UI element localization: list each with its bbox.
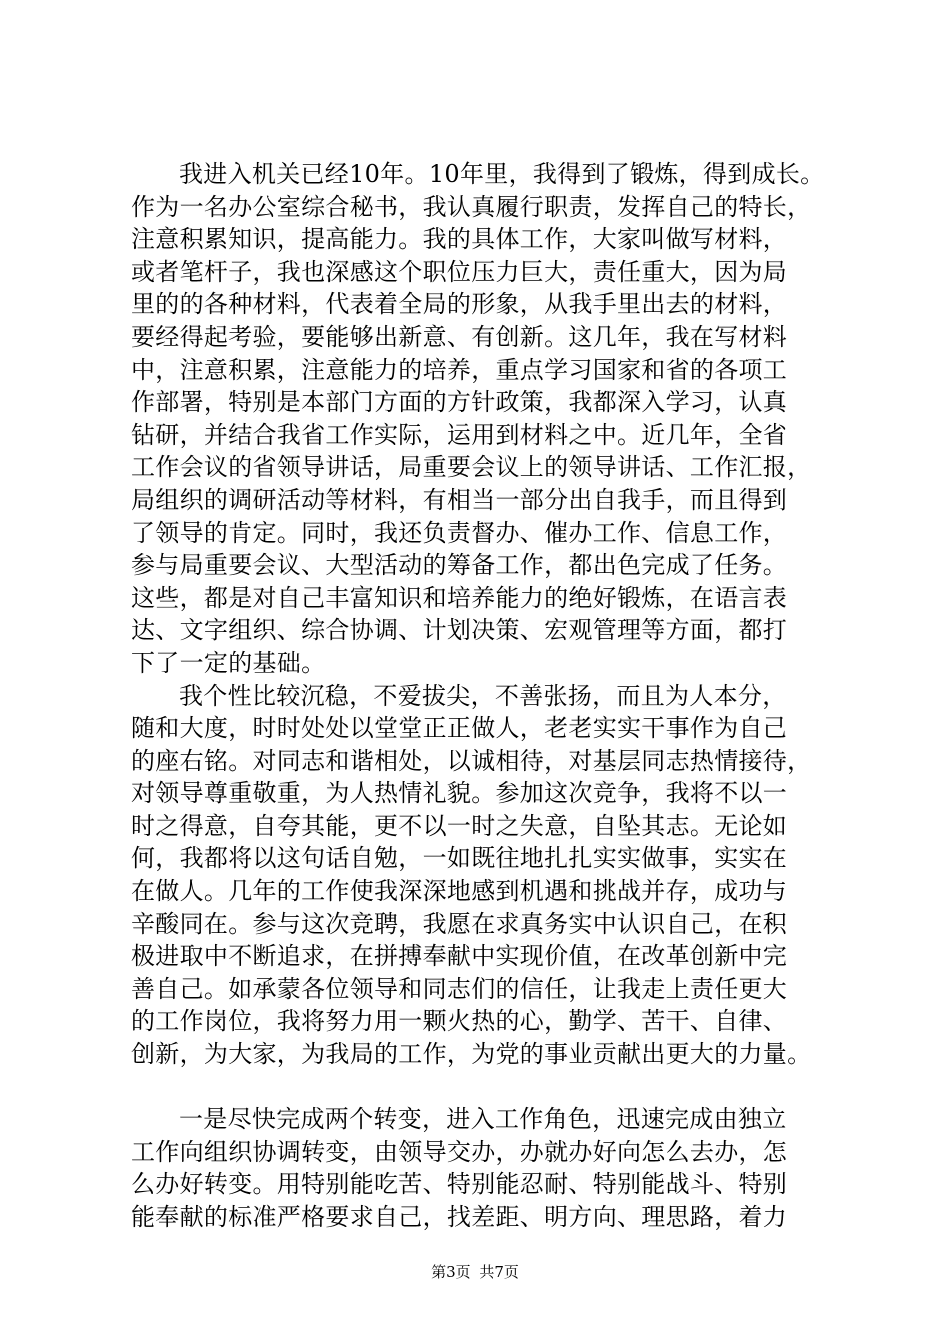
paragraph-2-line-2: 随和大度，时时处处以堂堂正正做人，老老实实干事作为自己 <box>131 714 788 743</box>
paragraph-2-line-4: 对领导尊重敬重，为人热情礼貌。参加这次竞争，我将不以一 <box>131 779 788 808</box>
page-number: 第3页 <box>431 1263 471 1281</box>
paragraph-1-line-3: 注意积累知识，提高能力。我的具体工作，大家叫做写材料， <box>131 225 788 254</box>
paragraph-1-line-11: 局组织的调研活动等材料，有相当一部分出自我手，而且得到 <box>131 485 788 514</box>
paragraph-3-line-2: 工作向组织协调转变，由领导交办，办就办好向怎么去办，怎 <box>131 1137 788 1166</box>
paragraph-2-line-3: 的座右铭。对同志和谐相处，以诚相待，对基层同志热情接待， <box>131 746 812 775</box>
page-total: 共7页 <box>479 1263 519 1281</box>
paragraph-1-line-6: 要经得起考验，要能够出新意、有创新。这几年，我在写材料 <box>131 322 788 351</box>
paragraph-1-line-2: 作为一名办公室综合秘书，我认真履行职责，发挥自己的特长， <box>131 192 812 221</box>
body-text <box>131 158 831 1234</box>
paragraph-1-line-1: 我进入机关已经10年。10年里，我得到了锻炼，得到成长。 <box>179 160 825 188</box>
paragraph-2-line-7: 在做人。几年的工作使我深深地感到机遇和挑战并存，成功与 <box>131 877 788 906</box>
paragraph-3-line-4: 能奉献的标准严格要求自己，找差距、明方向、理思路，着力 <box>131 1203 788 1231</box>
paragraph-2-line-5: 时之得意，自夸其能，更不以一时之失意，自坠其志。无论如 <box>131 811 788 840</box>
paragraph-2-line-12: 创新，为大家，为我局的工作，为党的事业贡献出更大的力量。 <box>131 1040 812 1069</box>
paragraph-2-line-10: 善自己。如承蒙各位领导和同志们的信任，让我走上责任更大 <box>131 974 788 1003</box>
paragraph-1-line-12: 了领导的肯定。同时，我还负责督办、催办工作、信息工作， <box>131 518 788 547</box>
paragraph-1-line-14: 这些，都是对自己丰富知识和培养能力的绝好锻炼，在语言表 <box>131 583 788 612</box>
paragraph-1-line-9: 钻研，并结合我省工作实际，运用到材料之中。近几年，全省 <box>131 420 788 449</box>
paragraph-1-line-15: 达、文字组织、综合协调、计划决策、宏观管理等方面，都打 <box>131 616 788 645</box>
paragraph-1-line-16: 下了一定的基础。 <box>131 648 326 677</box>
paragraph-1-line-7: 中，注意积累，注意能力的培养，重点学习国家和省的各项工 <box>131 355 788 384</box>
paragraph-2-line-11: 的工作岗位，我将努力用一颗火热的心，勤学、苦干、自律、 <box>131 1007 788 1036</box>
paragraph-1-line-4: 或者笔杆子，我也深感这个职位压力巨大，责任重大，因为局 <box>131 257 788 286</box>
paragraph-2-line-8: 辛酸同在。参与这次竞聘，我愿在求真务实中认识自己，在积 <box>131 909 788 938</box>
paragraph-2-line-9: 极进取中不断追求，在拼搏奉献中实现价值，在改革创新中完 <box>131 942 788 971</box>
paragraph-gap <box>131 1071 831 1104</box>
paragraph-1-line-10: 工作会议的省领导讲话，局重要会议上的领导讲话、工作汇报， <box>131 453 812 482</box>
paragraph-3-line-1: 一是尽快完成两个转变，进入工作角色，迅速完成由独立 <box>179 1105 787 1134</box>
paragraph-2-line-1: 我个性比较沉稳，不爱拔尖，不善张扬，而且为人本分， <box>179 681 787 710</box>
page-footer <box>0 1262 950 1282</box>
paragraph-3-line-3: 么办好转变。用特别能吃苦、特别能忍耐、特别能战斗、特别 <box>131 1170 788 1199</box>
paragraph-2-line-6: 何，我都将以这句话自勉，一如既往地扎扎实实做事，实实在 <box>131 844 788 873</box>
paragraph-1-line-8: 作部署，特别是本部门方面的方针政策，我都深入学习，认真 <box>131 388 788 417</box>
paragraph-1-line-5: 里的的各种材料，代表着全局的形象，从我手里出去的材料， <box>131 290 788 319</box>
paragraph-1-line-13: 参与局重要会议、大型活动的筹备工作，都出色完成了任务。 <box>131 551 788 580</box>
